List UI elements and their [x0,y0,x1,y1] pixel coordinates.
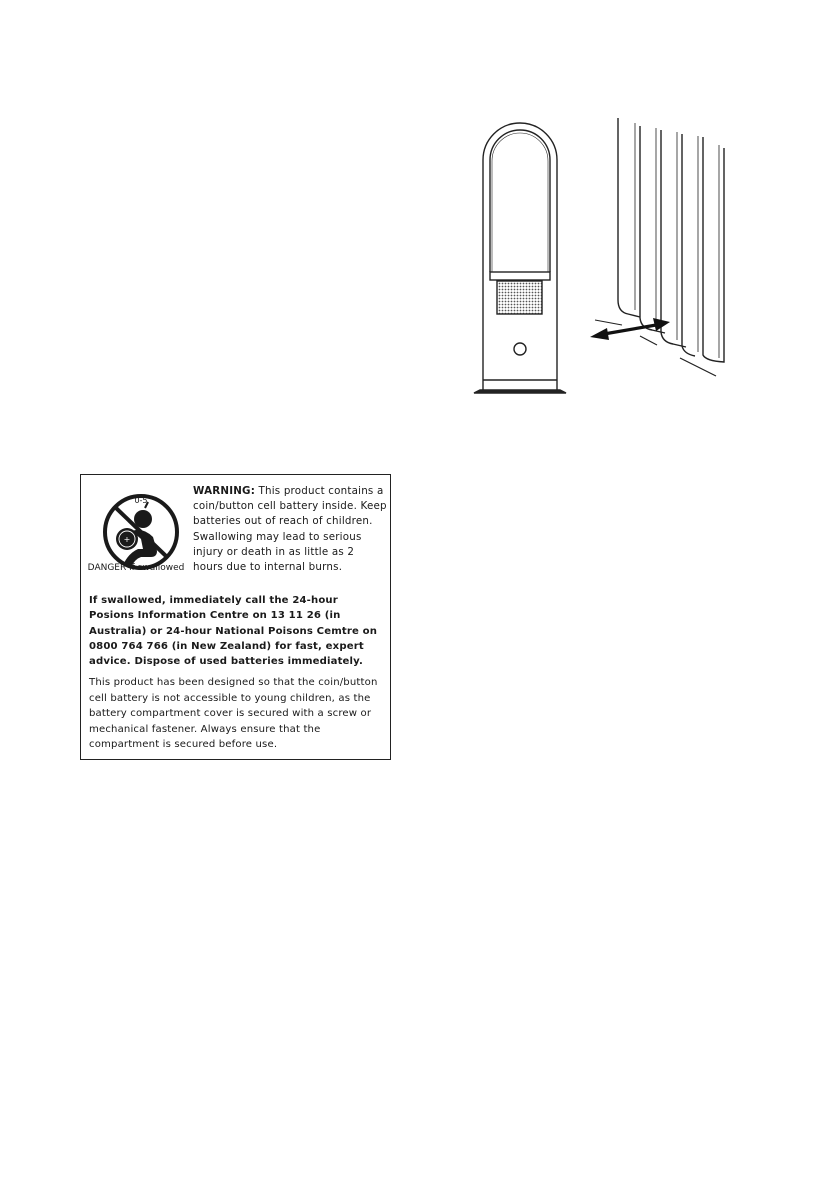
warning-heading: WARNING: [193,485,256,497]
bladeless-fan-icon [474,123,566,393]
coin-battery-icon [116,528,138,550]
design-note: This product has been designed so that the coin/button cell battery is not accessible to young children, as the battery compartment cover is secured with a screw or mechanical fastener. Always ensure that the compartment is secured before use. [89,677,378,751]
age-label: 0-5 [134,496,148,505]
fan-curtain-illustration [470,98,740,410]
warning-text [193,484,387,575]
curtain-icon [618,118,724,376]
danger-label: DANGER if swallowed [87,563,185,573]
svg-text:+: + [123,535,131,544]
prohibition-icon [105,496,177,568]
emergency-instructions: If swallowed, immediately call the 24-hour Posions Information Centre on 13 11 26 (in Australia) or 24-hour National Poisons Cemtre on 0800 764 766 (in New Zealand) for fast, expert advice. Dispose of used batteries immediately. [89,595,378,668]
warning-body: This product contains a coin/button cell battery inside. Keep batteries out of reach of children. Swallowing may lead to serious injury or death in as little as 2 hours due to internal burns. [193,485,387,574]
battery-warning-box [80,474,391,760]
